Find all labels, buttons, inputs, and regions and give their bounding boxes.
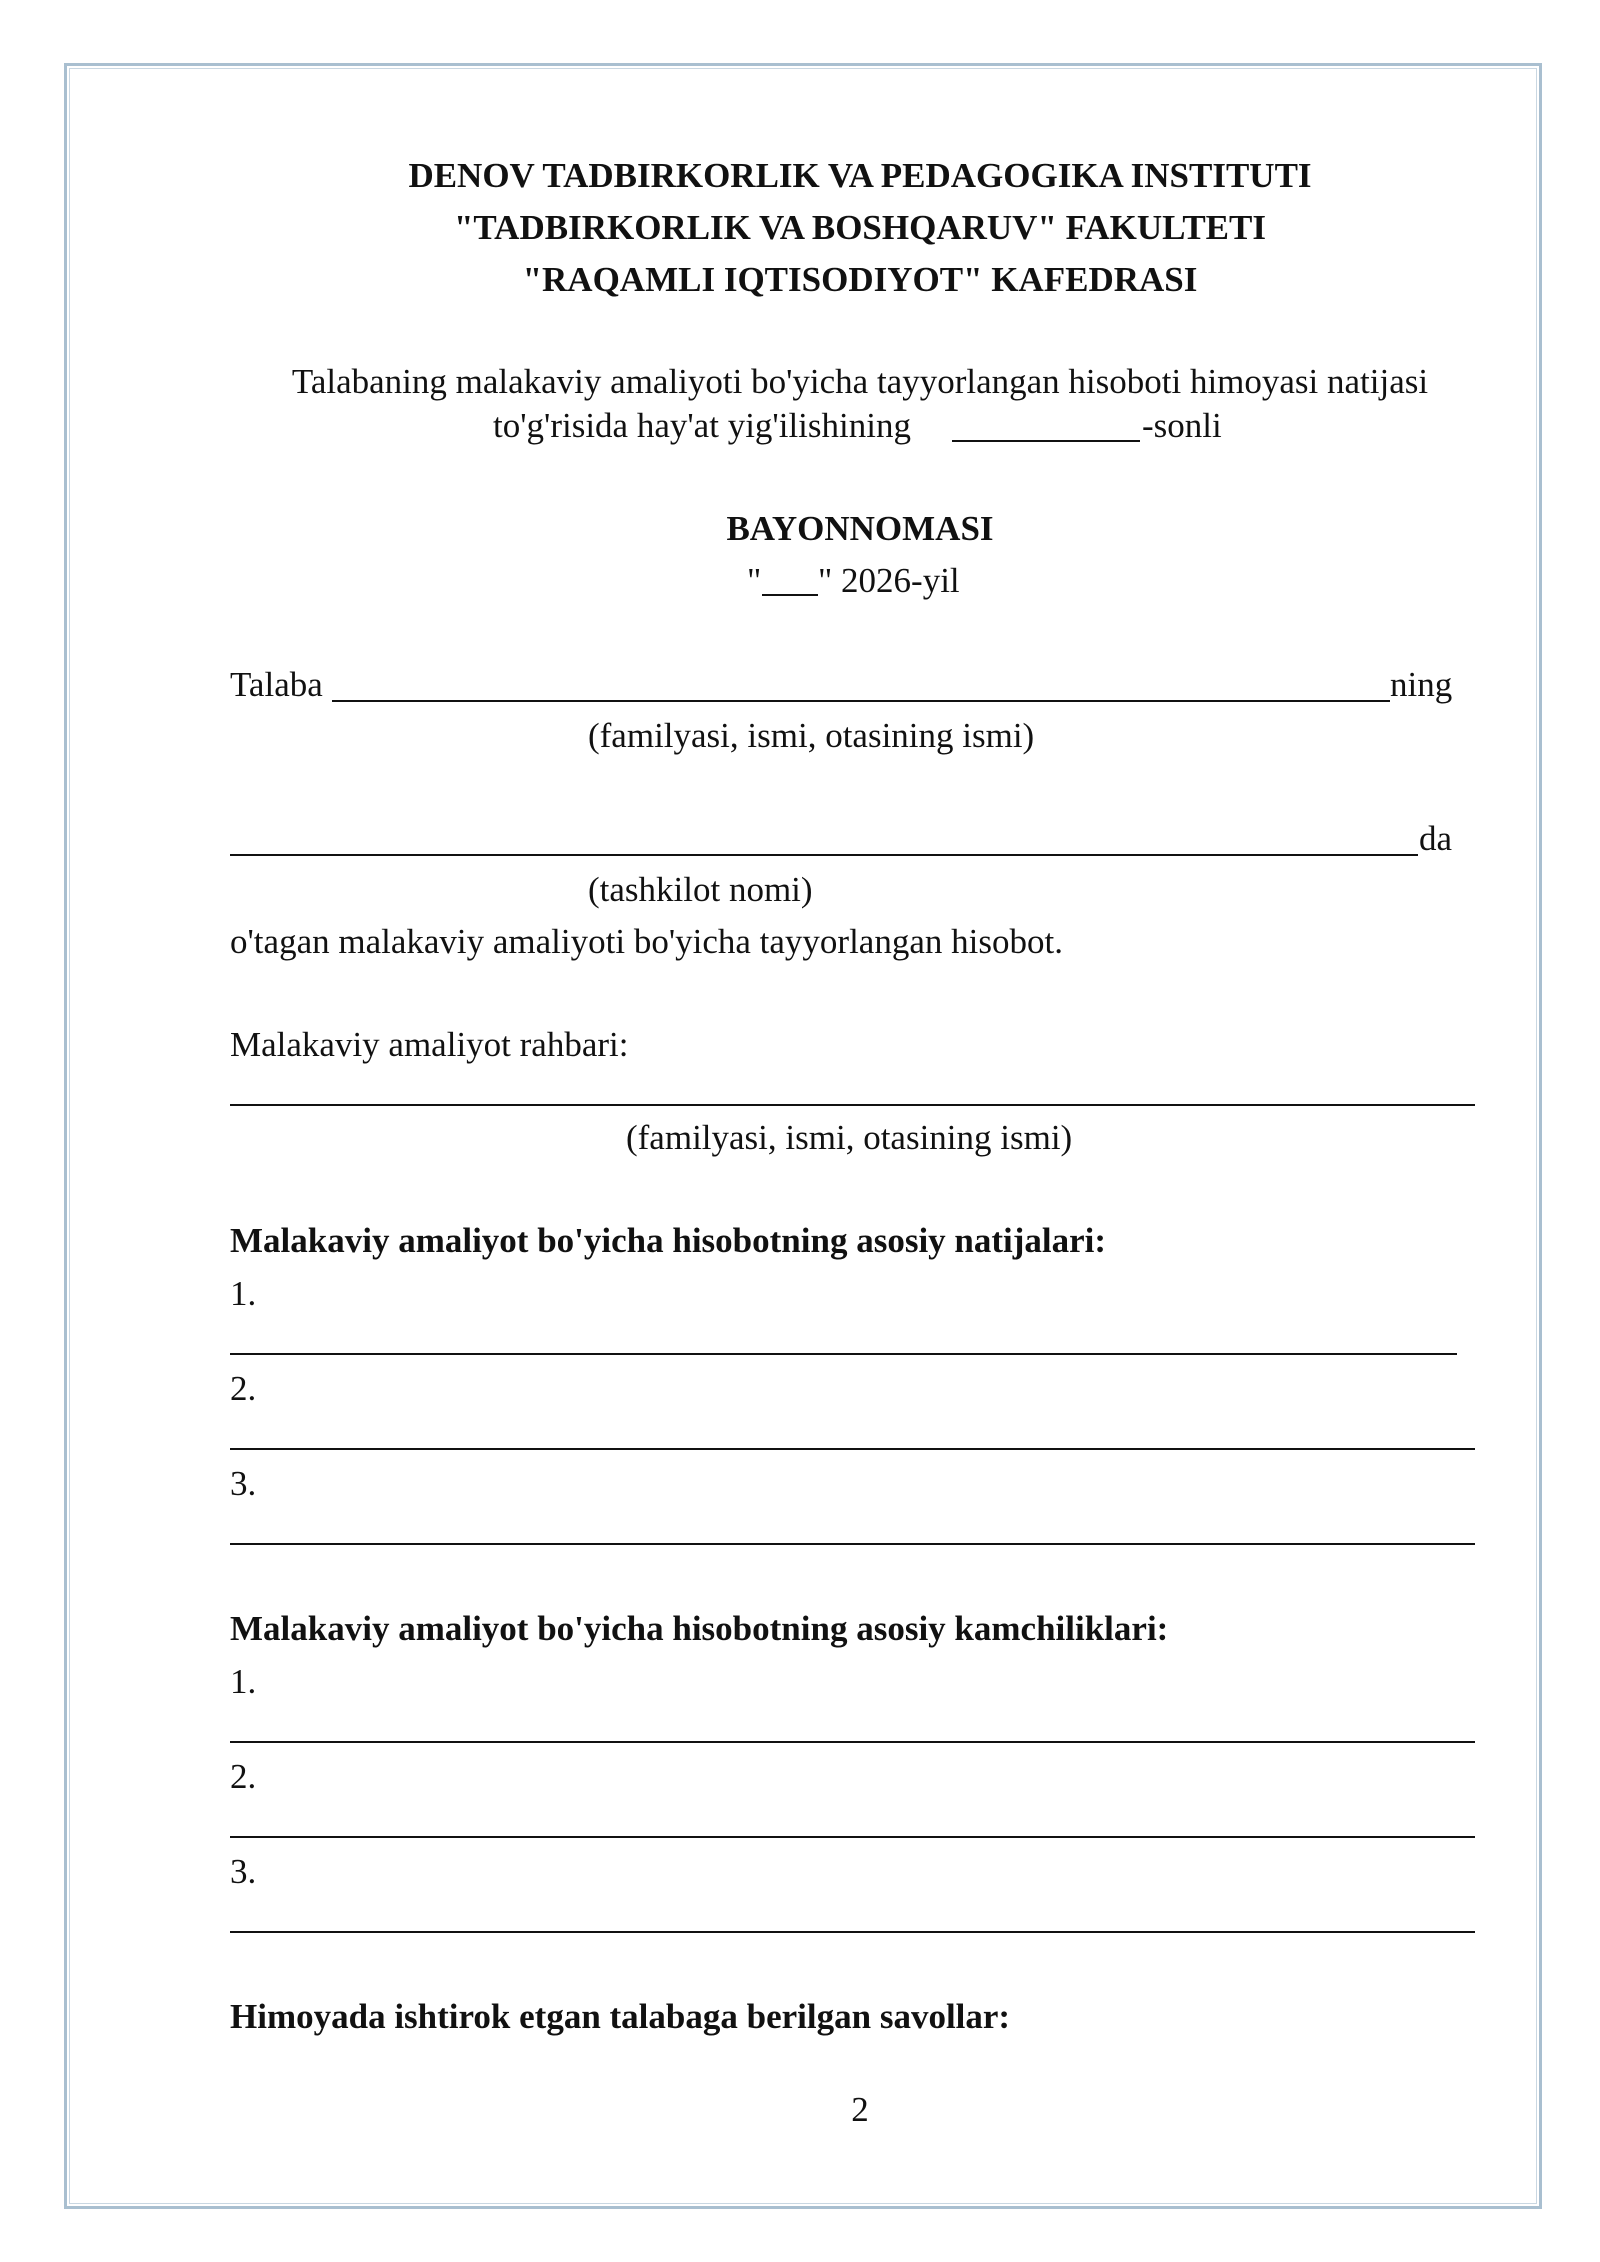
results-item-1-field[interactable] (230, 1353, 1457, 1355)
protocol-number-field[interactable] (952, 440, 1140, 442)
date-day-field[interactable] (762, 594, 818, 596)
date-year: " 2026-yil (818, 561, 960, 600)
questions-heading: Himoyada ishtirok etgan talabaga berilgan savollar: (230, 1997, 1011, 2036)
shortcomings-item-3-field[interactable] (230, 1931, 1475, 1933)
department-name: "RAQAMLI IQTISODIYOT" KAFEDRASI (522, 260, 1198, 299)
results-item-2: 2. (230, 1369, 257, 1408)
shortcomings-item-1: 1. (230, 1662, 257, 1701)
shortcomings-heading: Malakaviy amaliyot bo'yicha hisobotning asosiy kamchiliklari: (230, 1609, 1169, 1648)
practice-sentence: o'tagan malakaviy amaliyoti bo'yicha tayyorlangan hisobot. (230, 922, 1063, 961)
organization-hint: (tashkilot nomi) (588, 870, 813, 909)
shortcomings-item-1-field[interactable] (230, 1741, 1475, 1743)
results-item-3-field[interactable] (230, 1543, 1475, 1545)
results-item-2-field[interactable] (230, 1448, 1475, 1450)
document-title: BAYONNOMASI (726, 509, 994, 548)
results-item-3: 3. (230, 1464, 257, 1503)
shortcomings-item-2-field[interactable] (230, 1836, 1475, 1838)
student-name-hint: (familyasi, ismi, otasining ismi) (588, 716, 1035, 755)
subtitle-line1: Talabaning malakaviy amaliyoti bo'yicha tayyorlangan hisoboti himoyasi natijasi (291, 362, 1429, 401)
student-label: Talaba (230, 665, 323, 704)
organization-name-field[interactable] (230, 854, 1418, 856)
date-open-quote: " (747, 561, 762, 600)
page-number: 2 (851, 2090, 869, 2129)
student-suffix: ning (1390, 665, 1453, 704)
supervisor-name-field[interactable] (230, 1104, 1475, 1106)
faculty-name: "TADBIRKORLIK VA BOSHQARUV" FAKULTETI (454, 208, 1266, 247)
institute-name: DENOV TADBIRKORLIK VA PEDAGOGIKA INSTITUTI (408, 156, 1312, 195)
organization-suffix: da (1419, 819, 1453, 858)
subtitle-line2-prefix: to'g'risida hay'at yig'ilishining (493, 406, 911, 445)
shortcomings-item-2: 2. (230, 1757, 257, 1796)
supervisor-label: Malakaviy amaliyot rahbari: (230, 1025, 629, 1064)
supervisor-name-hint: (familyasi, ismi, otasining ismi) (626, 1118, 1073, 1157)
subtitle-line2-suffix: -sonli (1142, 406, 1222, 445)
results-heading: Malakaviy amaliyot bo'yicha hisobotning asosiy natijalari: (230, 1221, 1107, 1260)
student-name-field[interactable] (332, 700, 1390, 702)
shortcomings-item-3: 3. (230, 1852, 257, 1891)
results-item-1: 1. (230, 1274, 257, 1313)
